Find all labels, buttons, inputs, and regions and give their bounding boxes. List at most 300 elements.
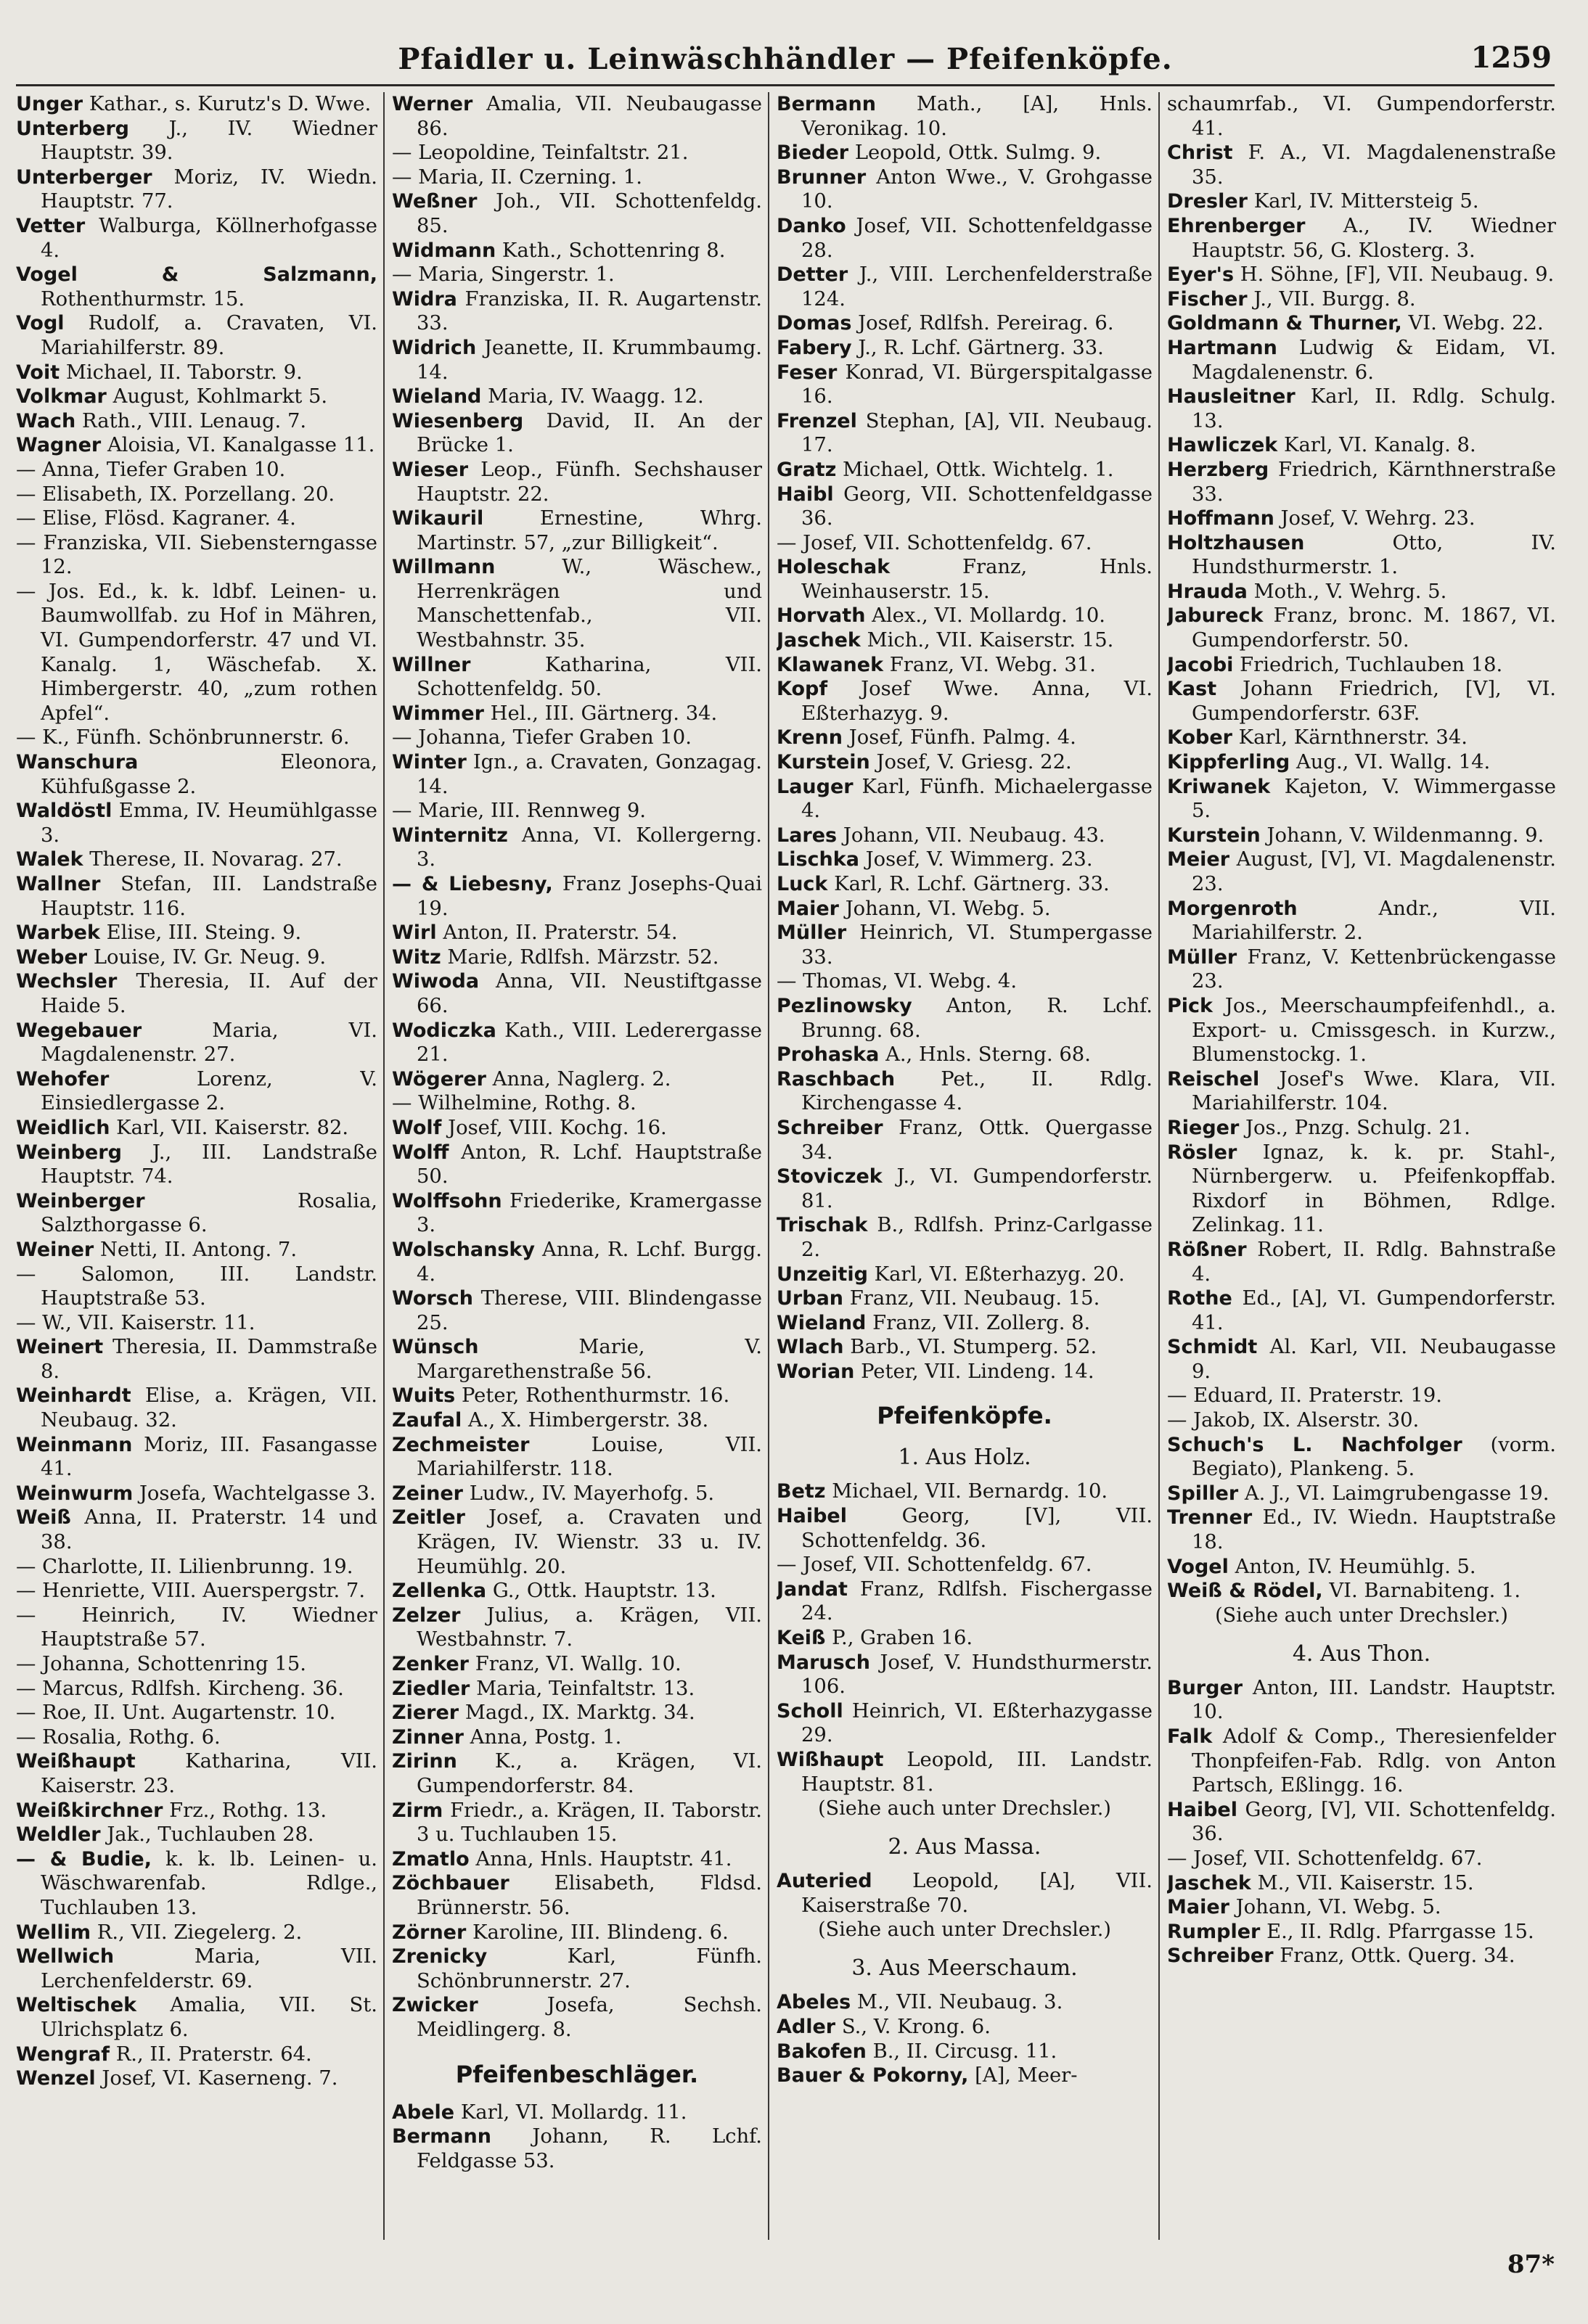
directory-entry bbox=[16, 969, 377, 1018]
entry-name: Worian bbox=[777, 1360, 855, 1383]
entry-name: Keiß bbox=[777, 1627, 826, 1650]
entry-details: Anton, R. Lchf. Hauptstraße 50. bbox=[417, 1141, 762, 1188]
cross-reference-note: (Siehe auch unter Drechsler.) bbox=[818, 1797, 1111, 1820]
directory-entry bbox=[777, 361, 1153, 409]
column-1 bbox=[16, 92, 385, 2240]
directory-entry bbox=[16, 1482, 377, 1506]
entry-details: Kath., Schottenring 8. bbox=[502, 239, 726, 262]
entry-details: Anna, VI. Kollergerng. 3. bbox=[417, 824, 762, 871]
directory-entry bbox=[777, 1335, 1153, 1360]
directory-entry bbox=[392, 1384, 762, 1408]
directory-entry bbox=[1167, 263, 1556, 287]
section-heading: Pfeifenköpfe. bbox=[877, 1402, 1052, 1430]
subsection-heading: 4. Aus Thon. bbox=[1292, 1641, 1431, 1667]
entry-name: Jabureck bbox=[1167, 604, 1264, 628]
directory-entry bbox=[16, 847, 377, 872]
entry-name: Betz bbox=[777, 1480, 826, 1503]
entry-name: Hartmann bbox=[1167, 336, 1277, 359]
directory-entry bbox=[777, 92, 1153, 141]
entry-name: Zwicker bbox=[392, 1994, 478, 2017]
entry-details: Heinrich, VI. Eßterhazygasse 29. bbox=[801, 1699, 1153, 1747]
entry-name: Christ bbox=[1167, 141, 1233, 165]
entry-details: Jak., Tuchlauben 28. bbox=[107, 1823, 314, 1847]
entry-name: Lauger bbox=[777, 775, 854, 798]
entry-name: Wiesenberg bbox=[392, 409, 524, 432]
entry-details: Karoline, III. Blindeng. 6. bbox=[472, 1921, 729, 1944]
entry-details: Friedrich, Tuchlauben 18. bbox=[1240, 653, 1503, 676]
directory-entry bbox=[16, 1189, 377, 1238]
entry-details: Therese, VIII. Blindengasse 25. bbox=[417, 1287, 762, 1334]
entry-name: Danko bbox=[777, 214, 846, 237]
directory-entry bbox=[777, 1553, 1153, 1577]
entry-details: Ludw., IV. Mayerhofg. 5. bbox=[469, 1482, 715, 1505]
entry-name: Wieland bbox=[392, 385, 482, 408]
directory-entry bbox=[392, 726, 762, 750]
directory-entry bbox=[16, 165, 377, 214]
entry-name: Hoffmann bbox=[1167, 507, 1274, 530]
directory-entry bbox=[16, 1433, 377, 1482]
entry-details: Math., [A], Hnls. Veronikag. 10. bbox=[801, 93, 1153, 140]
entry-details: VI. Webg. 22. bbox=[1408, 312, 1544, 335]
entry-name: Unterberg bbox=[16, 117, 129, 140]
directory-entry bbox=[392, 872, 762, 921]
entry-details: — Josef, VII. Schottenfeldg. 67. bbox=[777, 1553, 1092, 1577]
directory-entry bbox=[1167, 506, 1556, 531]
entry-name: Zörner bbox=[392, 1921, 467, 1944]
entry-details: S., V. Krong. 6. bbox=[841, 2015, 991, 2038]
directory-entry bbox=[392, 1482, 762, 1506]
entry-name: Kopf bbox=[777, 678, 828, 701]
directory-entry bbox=[16, 385, 377, 409]
entry-name: Wechsler bbox=[16, 970, 118, 993]
entry-details: Otto, IV. Hundsthurmerstr. 1. bbox=[1192, 531, 1556, 579]
entry-name: Wellim bbox=[16, 1921, 91, 1944]
entry-details: J., IV. Wiedner Hauptstr. 39. bbox=[41, 117, 377, 165]
entry-details: Johann, V. Wildenmanng. 9. bbox=[1266, 824, 1544, 847]
entry-name: Adler bbox=[777, 2015, 836, 2038]
entry-name: Zinner bbox=[392, 1725, 464, 1749]
entry-name: Wehofer bbox=[16, 1067, 110, 1091]
entry-details: Franz, Hnls. Weinhauserstr. 15. bbox=[801, 556, 1153, 603]
directory-entry bbox=[392, 141, 762, 165]
directory-entry bbox=[777, 555, 1153, 604]
entry-name: Haibel bbox=[777, 1505, 847, 1528]
directory-entry bbox=[1167, 189, 1556, 214]
directory-entry bbox=[392, 1189, 762, 1238]
entry-details: Stephan, [A], VII. Neubaug. 17. bbox=[801, 409, 1153, 457]
directory-entry bbox=[16, 1701, 377, 1725]
entry-name: Jaschek bbox=[1167, 1871, 1251, 1894]
entry-name: Horvath bbox=[777, 604, 866, 628]
entry-name: Waldöstl bbox=[16, 800, 112, 823]
entry-name: Wolf bbox=[392, 1116, 442, 1139]
entry-details: Josef, VIII. Kochg. 16. bbox=[448, 1116, 667, 1139]
entry-name: Frenzel bbox=[777, 409, 857, 432]
entry-details: — Charlotte, II. Lilienbrunng. 19. bbox=[16, 1555, 353, 1578]
directory-entry bbox=[1167, 1116, 1556, 1141]
entry-details: Louise, IV. Gr. Neug. 9. bbox=[93, 945, 327, 969]
entry-details: Ludwig & Eidam, VI. Magdalenenstr. 6. bbox=[1192, 336, 1556, 384]
page-header bbox=[16, 33, 1555, 86]
entry-name: Weißhaupt bbox=[16, 1750, 136, 1773]
entry-details: Theresia, II. Auf der Haide 5. bbox=[41, 970, 377, 1017]
entry-details: R., II. Praterstr. 64. bbox=[115, 2042, 312, 2066]
entry-details: Franz, Rdlfsh. Fischergasse 24. bbox=[801, 1577, 1153, 1625]
entry-details: Joh., VII. Schottenfeldg. 85. bbox=[417, 190, 762, 237]
entry-name: Wodiczka bbox=[392, 1019, 496, 1042]
directory-entry bbox=[1167, 726, 1556, 750]
entry-name: Weiß & Rödel, bbox=[1167, 1580, 1323, 1603]
entry-details: Michael, Ottk. Wichtelg. 1. bbox=[843, 458, 1114, 481]
directory-entry bbox=[1167, 847, 1556, 896]
entry-details: Josef's Wwe. Klara, VII. Mariahilferstr. 104. bbox=[1192, 1067, 1556, 1115]
entry-name: Lares bbox=[777, 824, 838, 847]
entry-name: Wimmer bbox=[392, 702, 484, 725]
entry-name: Zenker bbox=[392, 1653, 469, 1675]
entry-details: Franz Josephs-Quai 19. bbox=[417, 873, 762, 920]
entry-name: Weltischek bbox=[16, 1994, 137, 2017]
directory-entry bbox=[777, 1577, 1153, 1626]
entry-name: Jandat bbox=[777, 1577, 848, 1601]
entry-name: Wieland bbox=[777, 1311, 867, 1334]
entry-details: P., Graben 16. bbox=[832, 1627, 973, 1650]
entry-details: Elise, a. Krägen, VII. Neubaug. 32. bbox=[41, 1384, 377, 1432]
entry-name: Luck bbox=[777, 873, 828, 895]
directory-entry bbox=[16, 531, 377, 580]
directory-entry bbox=[392, 92, 762, 141]
entry-details: Rath., VIII. Lenaug. 7. bbox=[81, 409, 307, 432]
entry-name: Bermann bbox=[777, 93, 877, 115]
entry-name: Pick bbox=[1167, 994, 1213, 1017]
entry-details: Karl, VI. Kanalg. 8. bbox=[1283, 434, 1476, 457]
entry-details: Karl, Fünfh. Michaelergasse 4. bbox=[801, 775, 1153, 823]
entry-details: Johann, VII. Neubaug. 43. bbox=[843, 824, 1105, 847]
directory-entry bbox=[777, 1360, 1153, 1384]
entry-details: Lorenz, V. Einsiedlergasse 2. bbox=[41, 1067, 377, 1115]
entry-details: — K., Fünfh. Schönbrunnerstr. 6. bbox=[16, 726, 350, 750]
directory-entry bbox=[777, 1311, 1153, 1336]
entry-details: A., IV. Wiedner Hauptstr. 56, G. Klosterg. 3. bbox=[1192, 214, 1556, 262]
entry-details: (vorm. Begiato), Plankeng. 5. bbox=[1192, 1433, 1556, 1481]
directory-entry bbox=[777, 775, 1153, 824]
directory-entry bbox=[392, 702, 762, 726]
entry-name: Zellenka bbox=[392, 1580, 487, 1603]
entry-name: Voit bbox=[16, 361, 60, 384]
entry-name: Rößner bbox=[1167, 1238, 1247, 1261]
directory-entry bbox=[777, 458, 1153, 483]
entry-details: Netti, II. Antong. 7. bbox=[99, 1238, 298, 1261]
entry-name: Hawliczek bbox=[1167, 434, 1278, 457]
directory-entry bbox=[777, 1869, 1153, 1918]
entry-details: Georg, [V], VII. Schottenfeldg. 36. bbox=[1192, 1798, 1556, 1846]
directory-entry bbox=[16, 1141, 377, 1189]
entry-details: Anna, Hnls. Hauptstr. 41. bbox=[475, 1847, 732, 1871]
entry-name: Jaschek bbox=[777, 629, 861, 652]
entry-name: Wenzel bbox=[16, 2067, 96, 2090]
entry-details: — Henriette, VIII. Auerspergstr. 7. bbox=[16, 1580, 366, 1603]
directory-entry bbox=[392, 1677, 762, 1701]
entry-name: Holeschak bbox=[777, 556, 891, 579]
directory-entry bbox=[392, 1921, 762, 1945]
directory-entry bbox=[1167, 92, 1556, 141]
directory-entry bbox=[392, 189, 762, 238]
entry-details: Leopold, [A], VII. Kaiserstraße 70. bbox=[801, 1870, 1153, 1917]
directory-entry bbox=[1167, 1067, 1556, 1116]
entry-name: Zelzer bbox=[392, 1604, 461, 1627]
entry-details: B., Rdlfsh. Prinz-Carlgasse 2. bbox=[801, 1214, 1153, 1261]
directory-entry bbox=[16, 1019, 377, 1067]
columns bbox=[16, 92, 1555, 2240]
entry-details: Ign., a. Cravaten, Gonzagag. 14. bbox=[417, 751, 762, 798]
entry-details: Marie, Rdlfsh. Märzstr. 52. bbox=[447, 945, 719, 969]
entry-details: Josef, V. Griesg. 22. bbox=[876, 751, 1072, 774]
entry-name: Wellwich bbox=[16, 1945, 115, 1968]
entry-details: Amalia, VII. Neubaugasse 86. bbox=[417, 93, 762, 140]
entry-details: Elise, III. Steing. 9. bbox=[106, 921, 302, 945]
directory-entry bbox=[16, 1823, 377, 1847]
directory-entry bbox=[392, 1652, 762, 1677]
entry-details: Ed., [A], VI. Gumpendorferstr. 41. bbox=[1192, 1287, 1556, 1334]
entry-name: Witz bbox=[392, 945, 441, 969]
entry-details: M., VII. Kaiserstr. 15. bbox=[1257, 1871, 1474, 1894]
directory-entry bbox=[392, 263, 762, 287]
entry-details: Franz, VII. Neubaug. 15. bbox=[849, 1287, 1100, 1310]
entry-name: Winternitz bbox=[392, 824, 508, 847]
cross-reference-note: (Siehe auch unter Drechsler.) bbox=[1215, 1604, 1508, 1627]
directory-entry bbox=[16, 1579, 377, 1604]
entry-details: Alex., VI. Mollardg. 10. bbox=[872, 604, 1105, 628]
directory-entry bbox=[392, 945, 762, 970]
directory-entry bbox=[392, 385, 762, 409]
entry-details: Elisabeth, Fldsd. Brünnerstr. 56. bbox=[417, 1872, 762, 1919]
directory-entry bbox=[16, 1604, 377, 1652]
entry-name: Trenner bbox=[1167, 1506, 1253, 1530]
directory-entry bbox=[16, 263, 377, 311]
entry-name: Pezlinowsky bbox=[777, 994, 912, 1017]
entry-name: Weldler bbox=[16, 1823, 101, 1847]
directory-entry bbox=[392, 1019, 762, 1067]
directory-entry bbox=[392, 653, 762, 702]
entry-details: J., R. Lchf. Gärtnerg. 33. bbox=[858, 336, 1104, 359]
directory-entry bbox=[1167, 458, 1556, 506]
directory-entry bbox=[777, 483, 1153, 531]
entry-details: Pet., II. Rdlg. Kirchengasse 4. bbox=[801, 1067, 1153, 1115]
entry-name: Schmidt bbox=[1167, 1336, 1258, 1359]
entry-details: J., III. Landstraße Hauptstr. 74. bbox=[41, 1141, 377, 1188]
entry-details: Friedrich, Kärnthnerstraße 33. bbox=[1192, 458, 1556, 506]
entry-name: Goldmann & Thurner, bbox=[1167, 312, 1402, 335]
entry-name: Abeles bbox=[777, 1991, 851, 2014]
directory-entry bbox=[1167, 653, 1556, 678]
directory-entry bbox=[392, 2101, 762, 2125]
entry-name: Walek bbox=[16, 848, 83, 871]
entry-details: A., Hnls. Sterng. 68. bbox=[885, 1043, 1091, 1067]
directory-entry bbox=[392, 409, 762, 458]
entry-name: Eyer's bbox=[1167, 263, 1235, 287]
directory-entry bbox=[1167, 604, 1556, 652]
entry-details: Josef, V. Wimmerg. 23. bbox=[865, 848, 1093, 871]
entry-name: Brunner bbox=[777, 165, 867, 189]
entry-details: Anton, IV. Heumühlg. 5. bbox=[1235, 1555, 1476, 1578]
subsection-heading: 3. Aus Meerschaum. bbox=[851, 1955, 1078, 1982]
entry-details: G., Ottk. Hauptstr. 13. bbox=[492, 1580, 716, 1603]
directory-entry bbox=[1167, 1798, 1556, 1847]
entry-details: Louise, VII. Mariahilferstr. 118. bbox=[417, 1433, 762, 1481]
entry-details: Konrad, VI. Bürgerspitalgasse 16. bbox=[801, 361, 1153, 408]
directory-entry bbox=[16, 117, 377, 165]
entry-details: Ignaz, k. k. pr. Stahl-, Nürnbergerw. u. Pfeifenkopffab. Rixdorf in Böhmen, Rdlge. Zelinkag. 11. bbox=[1192, 1141, 1556, 1237]
directory-entry bbox=[777, 1504, 1153, 1553]
entry-name: Wanschura bbox=[16, 751, 139, 774]
entry-details: [A], Meer- bbox=[975, 2064, 1078, 2087]
entry-name: Falk bbox=[1167, 1725, 1213, 1748]
directory-entry bbox=[16, 1506, 377, 1554]
directory-entry bbox=[777, 1165, 1153, 1213]
column-4 bbox=[1167, 92, 1562, 2240]
signature-mark: 87* bbox=[1507, 2250, 1555, 2279]
entry-details: — Josef, VII. Schottenfeldg. 67. bbox=[1167, 1847, 1483, 1870]
entry-details: Hel., III. Gärtnerg. 34. bbox=[490, 702, 718, 725]
entry-name: Weinwurm bbox=[16, 1482, 134, 1505]
directory-entry bbox=[392, 750, 762, 799]
entry-name: Urban bbox=[777, 1287, 844, 1310]
directory-entry bbox=[777, 897, 1153, 921]
directory-entry bbox=[777, 1043, 1153, 1067]
entry-details: — Thomas, VI. Webg. 4. bbox=[777, 970, 1018, 993]
entry-name: Winter bbox=[392, 751, 467, 774]
entry-details: Emma, IV. Heumühlgasse 3. bbox=[41, 800, 377, 847]
entry-details: Ed., IV. Wiedn. Hauptstraße 18. bbox=[1192, 1506, 1556, 1554]
entry-name: Unterberger bbox=[16, 165, 152, 189]
cross-reference-note: (Siehe auch unter Drechsler.) bbox=[818, 1918, 1111, 1942]
directory-entry bbox=[1167, 1506, 1556, 1554]
entry-name: Domas bbox=[777, 312, 852, 335]
entry-name: Burger bbox=[1167, 1676, 1243, 1699]
directory-entry bbox=[1167, 1920, 1556, 1945]
directory-entry bbox=[16, 214, 377, 263]
directory-entry bbox=[1167, 531, 1556, 580]
directory-entry bbox=[16, 1384, 377, 1432]
running-title: Pfaidler u. Leinwäschhändler — Pfeifenköpfe. bbox=[398, 41, 1173, 76]
directory-entry bbox=[16, 1799, 377, 1823]
entry-details: Franz, VI. Wallg. 10. bbox=[475, 1653, 682, 1675]
entry-details: Karl, II. Rdlg. Schulg. 13. bbox=[1192, 385, 1556, 432]
directory-entry bbox=[777, 336, 1153, 361]
entry-details: David, II. An der Brücke 1. bbox=[417, 409, 762, 457]
entry-details: Michael, II. Taborstr. 9. bbox=[65, 361, 303, 384]
entry-details: — Salomon, III. Landstr. Hauptstraße 53. bbox=[16, 1262, 377, 1310]
directory-entry bbox=[777, 531, 1153, 556]
entry-details: Josef, a. Cravaten und Krägen, IV. Wienstr. 33 u. IV. Heumühlg. 20. bbox=[417, 1506, 762, 1578]
entry-details: — Wilhelmine, Rothg. 8. bbox=[392, 1092, 637, 1115]
directory-entry bbox=[777, 1651, 1153, 1699]
entry-name: Worsch bbox=[392, 1287, 473, 1310]
entry-details: K., a. Krägen, VI. Gumpendorferstr. 84. bbox=[417, 1750, 762, 1797]
entry-name: Wikauril bbox=[392, 507, 484, 530]
directory-entry bbox=[392, 1335, 762, 1384]
directory-entry bbox=[16, 799, 377, 847]
entry-name: Widrich bbox=[392, 336, 477, 359]
entry-details: R., VII. Ziegelerg. 2. bbox=[97, 1921, 303, 1944]
directory-entry bbox=[392, 1067, 762, 1092]
entry-name: Feser bbox=[777, 361, 838, 384]
directory-entry bbox=[392, 1116, 762, 1141]
entry-name: Zeiner bbox=[392, 1482, 463, 1505]
entry-details: Anton, II. Praterstr. 54. bbox=[443, 921, 678, 945]
entry-details: B., II. Circusg. 11. bbox=[872, 2040, 1057, 2063]
entry-name: Müller bbox=[1167, 945, 1237, 969]
entry-details: Georg, [V], VII. Schottenfeldg. 36. bbox=[801, 1505, 1153, 1552]
entry-details: Therese, II. Novarag. 27. bbox=[89, 848, 343, 871]
directory-entry bbox=[1167, 1141, 1556, 1238]
directory-entry bbox=[16, 580, 377, 726]
entry-details: Eleonora, Kühfußgasse 2. bbox=[41, 751, 377, 798]
directory-entry bbox=[392, 824, 762, 872]
entry-details: Josef, VII. Schottenfeldgasse 28. bbox=[801, 214, 1153, 262]
entry-name: Krenn bbox=[777, 726, 843, 750]
directory-entry bbox=[1167, 1408, 1556, 1433]
directory-entry bbox=[16, 458, 377, 483]
directory-entry bbox=[16, 483, 377, 507]
directory-entry bbox=[392, 1993, 762, 2042]
directory-entry bbox=[392, 458, 762, 506]
entry-details: Anton, III. Landstr. Hauptstr. 10. bbox=[1192, 1676, 1556, 1724]
entry-details: — Eduard, II. Praterstr. 19. bbox=[1167, 1384, 1442, 1408]
directory-entry bbox=[16, 1725, 377, 1750]
directory-entry bbox=[1167, 385, 1556, 433]
entry-details: — Anna, Tiefer Graben 10. bbox=[16, 458, 286, 481]
directory-entry bbox=[16, 433, 377, 458]
directory-entry bbox=[777, 1699, 1153, 1748]
entry-name: Werner bbox=[392, 93, 473, 115]
directory-entry bbox=[392, 969, 762, 1018]
directory-entry bbox=[1167, 1895, 1556, 1920]
directory-entry bbox=[1167, 433, 1556, 458]
entry-details: J., VII. Burgg. 8. bbox=[1253, 287, 1416, 311]
directory-entry bbox=[392, 1799, 762, 1847]
directory-entry bbox=[777, 311, 1153, 336]
subsection-heading: 1. Aus Holz. bbox=[898, 1445, 1031, 1471]
entry-details: Anton Wwe., V. Grohgasse 10. bbox=[801, 165, 1153, 213]
entry-name: Unger bbox=[16, 93, 83, 115]
directory-entry bbox=[16, 872, 377, 921]
entry-name: Schreiber bbox=[1167, 1945, 1274, 1968]
entry-name: Fischer bbox=[1167, 287, 1248, 311]
entry-name: Rumpler bbox=[1167, 1920, 1261, 1943]
entry-details: Magd., IX. Marktg. 34. bbox=[464, 1701, 695, 1725]
directory-entry bbox=[777, 2064, 1153, 2088]
entry-name: Ziedler bbox=[392, 1677, 470, 1700]
entry-details: Franz, VII. Zollerg. 8. bbox=[872, 1311, 1091, 1334]
entry-name: Dresler bbox=[1167, 190, 1248, 213]
entry-details: Karl, VII. Kaiserstr. 82. bbox=[116, 1116, 349, 1139]
entry-details: Anna, Postg. 1. bbox=[470, 1725, 622, 1749]
directory-entry bbox=[392, 287, 762, 336]
entry-name: Spiller bbox=[1167, 1482, 1239, 1505]
directory-entry bbox=[1167, 1238, 1556, 1286]
entry-name: Schreiber bbox=[777, 1116, 883, 1139]
entry-details: Anton, R. Lchf. Brunng. 68. bbox=[801, 994, 1153, 1042]
directory-entry bbox=[1167, 1871, 1556, 1896]
directory-entry bbox=[1167, 1555, 1556, 1580]
directory-entry bbox=[777, 2015, 1153, 2040]
entry-name: Willmann bbox=[392, 556, 496, 579]
entry-name: Wengraf bbox=[16, 2042, 110, 2066]
entry-name: Rösler bbox=[1167, 1141, 1237, 1164]
entry-name: Vogel & Salzmann, bbox=[16, 263, 377, 287]
directory-entry bbox=[1167, 214, 1556, 263]
entry-details: Anna, II. Praterstr. 14 und 38. bbox=[41, 1506, 377, 1554]
